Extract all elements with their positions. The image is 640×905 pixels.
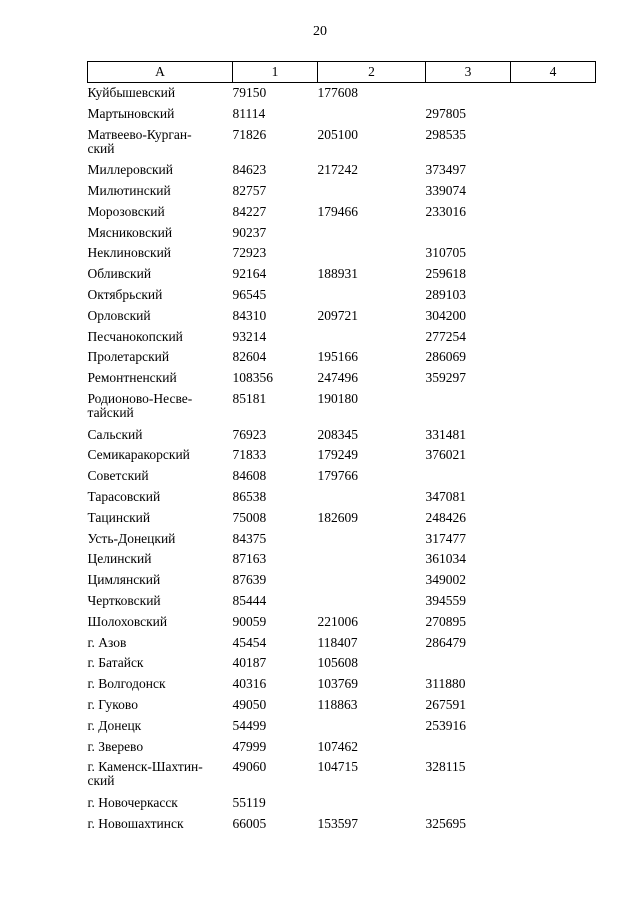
table-row [88, 246, 596, 267]
table-row [88, 428, 596, 449]
row-value-col3: 277254 [425, 328, 466, 344]
row-value-col1: 75008 [232, 509, 267, 525]
row-value-col2 [318, 573, 426, 594]
row-value-col4 [511, 330, 596, 351]
row-value-col4 [511, 128, 596, 164]
row-value-col1: 84623 [232, 162, 267, 178]
row-name-cell: Песчанокопский [87, 328, 183, 344]
row-value-col3: 253916 [425, 717, 466, 733]
table-row [88, 573, 596, 594]
row-value-col3: 304200 [425, 307, 466, 323]
table-row [88, 205, 596, 226]
row-value-col1: 90059 [232, 613, 267, 629]
row-value-col2 [318, 107, 426, 128]
row-value-col3: 317477 [425, 530, 466, 546]
row-value-col4 [511, 163, 596, 184]
row-name-cell: г. Гуково [87, 696, 138, 712]
table-row [88, 392, 596, 428]
row-value-col4 [511, 184, 596, 205]
row-value-col2: 153597 [317, 815, 358, 831]
table-row [88, 615, 596, 636]
row-value-col1: 54499 [232, 717, 267, 733]
row-value-col1: 85181 [232, 390, 267, 406]
row-value-col1: 81114 [232, 105, 266, 121]
row-value-col1: 84608 [232, 468, 267, 484]
row-value-col1: 71833 [232, 447, 267, 463]
table-row [88, 226, 596, 247]
row-value-col2: 188931 [317, 266, 358, 282]
row-value-col2 [318, 330, 426, 351]
row-value-col4 [511, 205, 596, 226]
row-value-col2 [318, 552, 426, 573]
row-name-cell: г. Батайск [87, 655, 144, 671]
row-value-col1: 92164 [232, 266, 267, 282]
row-value-col2 [318, 490, 426, 511]
table-row [88, 740, 596, 761]
row-value-col3: 286479 [425, 634, 466, 650]
row-value-col4 [511, 511, 596, 532]
row-name-cell: Милютинский [87, 182, 171, 198]
row-value-col1: 40316 [232, 676, 267, 692]
row-value-col4 [511, 677, 596, 698]
row-value-col4 [511, 83, 596, 107]
table-row [88, 511, 596, 532]
row-name-cell: Обливский [87, 266, 152, 282]
row-value-col3: 311880 [425, 676, 466, 692]
row-value-col3 [426, 469, 511, 490]
row-value-col1: 49050 [232, 696, 267, 712]
row-value-col2: 179466 [317, 203, 358, 219]
row-value-col4 [511, 226, 596, 247]
row-name-cell: Миллеровский [87, 162, 173, 178]
row-name-cell: Куйбышевский [87, 85, 176, 100]
table-body [88, 83, 596, 838]
row-value-col1: 90237 [232, 224, 267, 240]
table-row [88, 656, 596, 677]
row-value-col1: 79150 [232, 85, 267, 100]
row-value-col2: 179249 [317, 447, 358, 463]
row-value-col3: 298535 [425, 126, 466, 142]
row-value-col3: 289103 [425, 286, 466, 302]
row-value-col2: 105608 [317, 655, 358, 671]
row-value-col1: 72923 [232, 245, 267, 261]
row-name-cell: Усть-Донецкий [87, 530, 176, 546]
row-name-cell: г. Азов [87, 634, 127, 650]
row-value-col3 [426, 226, 511, 247]
row-value-col2: 118407 [317, 634, 358, 650]
row-value-col2: 195166 [317, 349, 358, 365]
row-value-col2 [318, 184, 426, 205]
row-value-col1: 76923 [232, 426, 267, 442]
row-value-col1: 47999 [232, 738, 267, 754]
row-value-col3 [426, 392, 511, 428]
row-name-cell: Тацинский [87, 509, 151, 525]
row-value-col2: 208345 [317, 426, 358, 442]
row-name-cell: Советский [87, 468, 149, 484]
row-name-cell: Родионово-Несве- тайский [87, 390, 193, 420]
row-name-cell: Пролетарский [87, 349, 170, 365]
row-value-col1: 49060 [232, 759, 267, 775]
header-cell-1: 1 [233, 62, 318, 83]
table-header [88, 62, 596, 83]
row-name-cell: г. Донецк [87, 717, 142, 733]
row-value-col4 [511, 656, 596, 677]
row-value-col2: 107462 [317, 738, 358, 754]
table-row [88, 719, 596, 740]
row-value-col4 [511, 371, 596, 392]
row-value-col4 [511, 246, 596, 267]
row-value-col2 [318, 594, 426, 615]
row-value-col4 [511, 719, 596, 740]
table-row [88, 677, 596, 698]
table-row [88, 83, 596, 107]
page-number: 20 [313, 24, 327, 39]
header-row [88, 62, 596, 83]
table-row [88, 330, 596, 351]
row-name-cell: Семикаракорский [87, 447, 190, 463]
row-value-col2: 104715 [317, 759, 358, 775]
row-value-col3: 297805 [425, 105, 466, 121]
row-value-col3: 394559 [425, 592, 466, 608]
row-name-cell: г. Новошахтинск [87, 815, 184, 831]
row-name-cell: Ремонтненский [87, 370, 177, 386]
row-value-col4 [511, 760, 596, 796]
row-value-col2 [318, 246, 426, 267]
row-value-col3: 361034 [425, 551, 466, 567]
row-value-col1: 87639 [232, 572, 267, 588]
row-value-col4 [511, 615, 596, 636]
row-name-cell: г. Каменск-Шахтин- ский [87, 759, 203, 789]
row-value-col4 [511, 698, 596, 719]
row-name-cell: Сальский [87, 426, 143, 442]
row-value-col3: 310705 [425, 245, 466, 261]
row-value-col2: 217242 [317, 162, 358, 178]
row-name-cell: г. Зверево [87, 738, 144, 754]
row-value-col4 [511, 448, 596, 469]
row-value-col3: 286069 [425, 349, 466, 365]
row-value-col4 [511, 350, 596, 371]
row-value-col2: 118863 [317, 696, 358, 712]
row-value-col1: 45454 [232, 634, 267, 650]
table-row [88, 267, 596, 288]
row-value-col4 [511, 309, 596, 330]
row-value-col3 [426, 656, 511, 677]
row-name-cell: Октябрьский [87, 286, 163, 302]
table-row [88, 448, 596, 469]
table-row [88, 371, 596, 392]
row-value-col3: 328115 [425, 759, 466, 775]
row-value-col1: 66005 [232, 815, 267, 831]
row-value-col2 [318, 226, 426, 247]
row-value-col3: 376021 [425, 447, 466, 463]
row-value-col3: 339074 [425, 182, 466, 198]
row-value-col4 [511, 288, 596, 309]
row-value-col2: 103769 [317, 676, 358, 692]
row-value-col3: 347081 [425, 488, 466, 504]
row-value-col4 [511, 573, 596, 594]
row-value-col1: 108356 [232, 370, 273, 386]
row-value-col4 [511, 107, 596, 128]
table-row [88, 594, 596, 615]
row-name-cell: Мясниковский [87, 224, 173, 240]
row-value-col2 [318, 796, 426, 817]
row-value-col1: 85444 [232, 592, 267, 608]
table-row [88, 490, 596, 511]
row-value-col4 [511, 428, 596, 449]
row-value-col3: 325695 [425, 815, 466, 831]
row-value-col1: 93214 [232, 328, 267, 344]
row-name-cell: Шолоховский [87, 613, 168, 629]
row-value-col1: 84227 [232, 203, 267, 219]
data-table [87, 61, 596, 837]
table-row [88, 552, 596, 573]
table-row [88, 350, 596, 371]
row-value-col1: 87163 [232, 551, 267, 567]
row-name-cell: г. Новочеркасск [87, 794, 178, 810]
row-value-col3: 270895 [425, 613, 466, 629]
row-value-col2: 177608 [317, 85, 358, 100]
row-name-cell: Целинский [87, 551, 152, 567]
row-value-col2: 182609 [317, 509, 358, 525]
row-value-col3: 233016 [425, 203, 466, 219]
row-name-cell: Тарасовский [87, 488, 161, 504]
row-value-col2: 205100 [317, 126, 358, 142]
row-value-col3: 349002 [425, 572, 466, 588]
row-value-col3 [426, 796, 511, 817]
row-value-col2: 221006 [317, 613, 358, 629]
row-value-col4 [511, 817, 596, 838]
table-row [88, 636, 596, 657]
row-value-col3: 259618 [425, 266, 466, 282]
header-cell-a: А [88, 62, 233, 83]
table-row [88, 107, 596, 128]
row-value-col2 [318, 532, 426, 553]
row-name-cell: Чертковский [87, 592, 161, 608]
row-value-col1: 84375 [232, 530, 267, 546]
row-value-col2: 179766 [317, 468, 358, 484]
row-value-col3 [426, 83, 511, 107]
row-value-col1: 55119 [232, 794, 266, 810]
row-name-cell: Мартыновский [87, 105, 175, 121]
table-row [88, 532, 596, 553]
row-value-col3: 248426 [425, 509, 466, 525]
table-row [88, 163, 596, 184]
table-row [88, 184, 596, 205]
row-value-col1: 40187 [232, 655, 267, 671]
table-row [88, 128, 596, 164]
row-value-col1: 82757 [232, 182, 267, 198]
row-value-col3: 373497 [425, 162, 466, 178]
row-value-col4 [511, 636, 596, 657]
row-value-col3 [426, 740, 511, 761]
row-name-cell: Матвеево-Курган- ский [87, 126, 192, 156]
table-row [88, 309, 596, 330]
table-row [88, 469, 596, 490]
row-value-col1: 82604 [232, 349, 267, 365]
row-value-col1: 86538 [232, 488, 267, 504]
row-name-cell: Орловский [87, 307, 151, 323]
row-name-cell: Неклиновский [87, 245, 172, 261]
row-value-col4 [511, 552, 596, 573]
table-row [88, 288, 596, 309]
row-name-cell: Морозовский [87, 203, 165, 219]
table-row [88, 760, 596, 796]
row-value-col4 [511, 796, 596, 817]
row-value-col4 [511, 267, 596, 288]
row-value-col1: 71826 [232, 126, 267, 142]
row-value-col3: 331481 [425, 426, 466, 442]
row-value-col2: 209721 [317, 307, 358, 323]
row-value-col4 [511, 740, 596, 761]
row-value-col4 [511, 392, 596, 428]
row-value-col3: 359297 [425, 370, 466, 386]
row-value-col2 [318, 719, 426, 740]
row-value-col1: 96545 [232, 286, 267, 302]
row-value-col1: 84310 [232, 307, 267, 323]
row-value-col2: 190180 [317, 390, 358, 406]
header-cell-2: 2 [318, 62, 426, 83]
row-value-col4 [511, 594, 596, 615]
row-name-cell: г. Волгодонск [87, 676, 166, 692]
header-cell-3: 3 [426, 62, 511, 83]
row-value-col3: 267591 [425, 696, 466, 712]
row-value-col4 [511, 490, 596, 511]
row-name-cell: Цимлянский [87, 572, 161, 588]
header-cell-4: 4 [511, 62, 596, 83]
row-value-col4 [511, 469, 596, 490]
row-value-col2 [318, 288, 426, 309]
table-row [88, 698, 596, 719]
table-row [88, 817, 596, 838]
row-value-col2: 247496 [317, 370, 358, 386]
table-row [88, 796, 596, 817]
row-value-col4 [511, 532, 596, 553]
